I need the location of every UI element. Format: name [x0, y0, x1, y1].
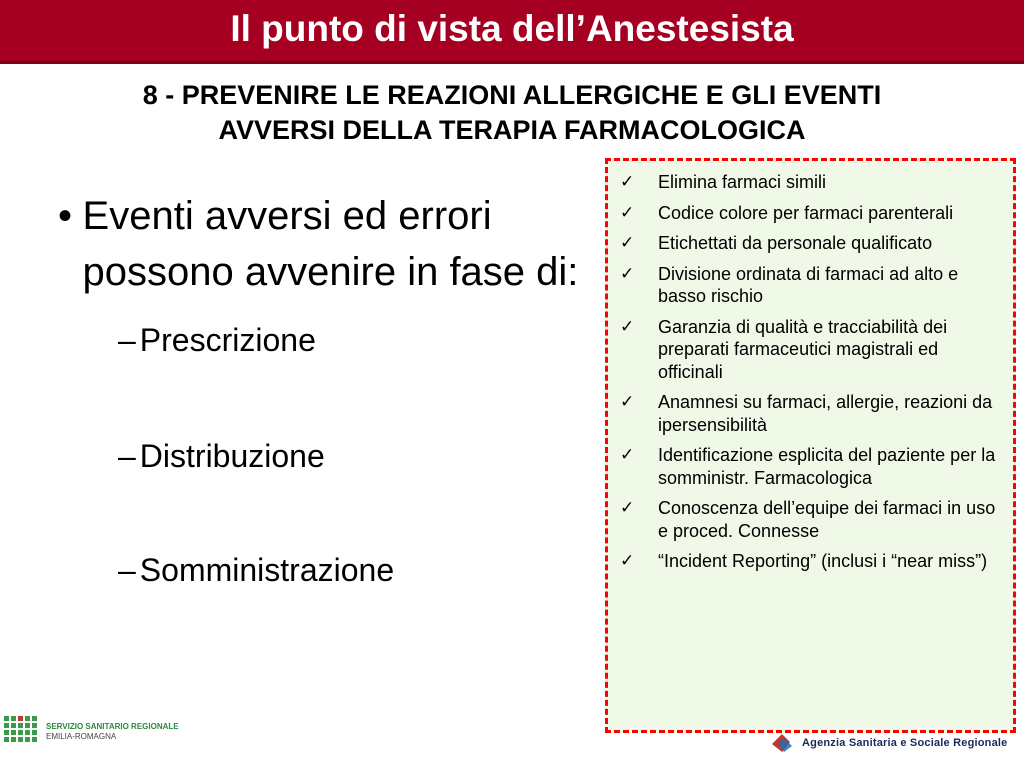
section-heading-line-1: 8 - PREVENIRE LE REAZIONI ALLERGICHE E GLI EVENTI [142, 80, 882, 110]
regional-health-logo [4, 716, 179, 748]
checklist-item [620, 316, 1005, 384]
checklist-item [620, 497, 1005, 542]
checkmark-icon: ✓ [620, 445, 635, 464]
regional-health-line-1: SERVIZIO SANITARIO REGIONALE [46, 722, 179, 731]
checklist-item-text: Conoscenza dell’equipe dei farmaci in uso e proced. Connesse [658, 498, 996, 541]
sub-item-label: Distribuzione [139, 438, 325, 474]
checklist-item [620, 550, 1005, 573]
page-title: Il punto di vista dell’Anestesista [230, 8, 794, 49]
dash-icon: – [118, 438, 136, 474]
checklist-item [620, 263, 1005, 308]
checklist [608, 161, 1013, 573]
sub-item-prescrizione [118, 320, 618, 360]
checkmark-icon: ✓ [620, 172, 635, 191]
regional-health-label [46, 722, 179, 742]
checklist-item-text: Divisione ordinata di farmaci ad alto e basso rischio [658, 263, 959, 306]
agency-logo [770, 732, 1007, 754]
dash-icon: – [118, 552, 136, 588]
grid-logo-icon [4, 716, 40, 748]
checkmark-icon: ✓ [620, 316, 635, 336]
agency-label: Agenzia Sanitaria e Sociale Regionale [802, 737, 1008, 749]
checklist-item [620, 202, 1005, 225]
checkmark-icon: ✓ [620, 551, 635, 570]
dash-icon: – [118, 322, 136, 358]
checklist-box [605, 158, 1016, 733]
sub-item-label: Prescrizione [139, 322, 316, 358]
sub-item-somministrazione [118, 550, 618, 590]
checkmark-icon: ✓ [620, 233, 635, 252]
section-heading [20, 78, 1004, 148]
checkmark-icon: ✓ [620, 498, 635, 517]
checkmark-icon: ✓ [620, 392, 635, 411]
main-content [58, 188, 618, 590]
checklist-item-text: Identificazione esplicita del paziente per la somministr. Farmacologica [658, 445, 996, 488]
checklist-item [620, 171, 1005, 194]
checklist-item [620, 444, 1005, 489]
checklist-item-text: “Incident Reporting” (inclusi i “near miss”) [658, 551, 988, 571]
checklist-item [620, 391, 1005, 436]
checklist-item-text: Garanzia di qualità e tracciabilità dei preparati farmaceutici magistrali ed officinali [658, 316, 948, 382]
sub-item-distribuzione [118, 436, 618, 476]
checklist-item [620, 232, 1005, 255]
checklist-item-text: Elimina farmaci simili [658, 172, 827, 192]
main-bullet-text: Eventi avversi ed errori possono avvenire in fase di: [82, 194, 579, 294]
checkmark-icon: ✓ [620, 263, 635, 283]
regional-health-line-2: EMILIA-ROMAGNA [46, 732, 117, 741]
checklist-item-text: Etichettati da personale qualificato [658, 233, 933, 253]
agency-logo-icon [770, 732, 796, 754]
main-bullet [58, 188, 618, 300]
bullet-icon: • [58, 194, 73, 238]
sub-item-label: Somministrazione [139, 552, 395, 588]
checkmark-icon: ✓ [620, 202, 635, 222]
section-heading-line-2: AVVERSI DELLA TERAPIA FARMACOLOGICA [218, 115, 806, 145]
checklist-item-text: Codice colore per farmaci parenterali [658, 202, 954, 223]
checklist-item-text: Anamnesi su farmaci, allergie, reazioni da ipersensibilità [658, 392, 993, 435]
title-bar-border [0, 61, 1024, 64]
